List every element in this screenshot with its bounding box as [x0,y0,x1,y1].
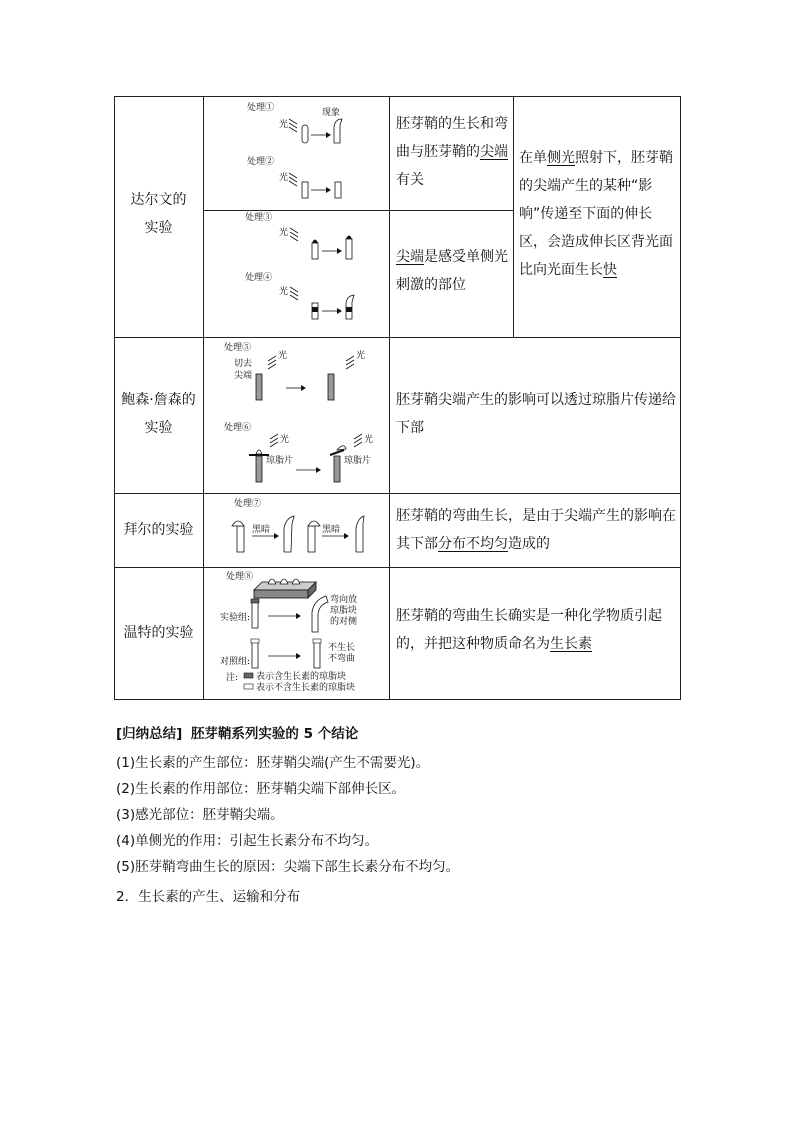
arrowhead-icon [326,132,331,138]
tip-icon [256,450,262,454]
coleoptile-icon [314,642,320,668]
summary-title: [归纳总结] [116,726,183,742]
table-rule [114,493,681,494]
arrowhead-icon [296,613,301,619]
light-arrows-icon [289,173,297,186]
arrowhead-icon [296,653,301,659]
table-rule [513,96,514,337]
figure-label: 黑暗 [252,525,271,535]
result-underlined: 分布不均匀 [438,536,508,552]
agar-tray-icon [254,579,316,598]
figure-label: 光 [279,287,289,297]
tip-icon [337,446,346,450]
coleoptile-icon [308,526,315,552]
figure-label: 对照组: [220,657,251,667]
bent-coleoptile-icon [356,516,364,552]
section-heading: 2．生长素的产生、运输和分布 [116,889,301,905]
light-arrows-icon [290,287,298,300]
conclusion-underlined: 快 [603,262,617,278]
bent-coleoptile-icon [312,596,328,632]
darwin-figure-1-2 [204,97,388,210]
figure-label: 光 [280,435,290,445]
arrowhead-icon [337,308,342,314]
coleoptile-cut-icon [256,374,262,400]
table-rule [389,96,390,700]
row-name-line: 实验 [144,420,173,436]
boysen-jensen-figure [204,338,388,493]
figure-label: 表示含生长素的琼脂块 [256,672,347,682]
table-rule [114,96,681,97]
table-rule [114,699,681,700]
coleoptile-icon [302,125,308,143]
shifted-tip-icon [308,521,320,526]
figure-label: 处理④ [245,273,273,283]
went-result [396,602,676,658]
arrowhead-icon [337,248,342,254]
coleoptile-icon [237,526,244,552]
figure-label: 处理⑤ [224,343,252,353]
result-text: 有关 [396,172,424,188]
figure-label: 的对侧 [330,617,358,627]
light-arrows-icon [270,434,278,447]
figure-label: 表示不含生长素的琼脂块 [256,683,356,693]
coleoptile-icon [252,642,258,668]
result-text: 造成的 [508,536,550,552]
agar-block-icon [251,599,259,603]
arrowhead-icon [344,533,349,539]
row-name-boysen-jensen [114,386,203,442]
summary-subtitle: 胚芽鞘系列实验的 5 个结论 [190,726,359,742]
figure-label: 弯向放 [330,595,358,605]
arrowhead-icon [326,187,331,193]
result-underlined: 生长素 [550,636,592,652]
arrowhead-icon [301,385,306,391]
figure-label: 不生长 [328,643,356,653]
figure-label: 光 [278,351,288,361]
conclusion-text: 照射下，胚芽鞘的尖端产生的某种“影响”传递至下面的伸长区，会造成伸长区背光面比向光面生长 [519,150,673,278]
figure-label: 光 [279,120,289,130]
coleoptile-cut-icon [335,182,341,198]
bent-coleoptile-icon [284,516,294,552]
arrowhead-icon [316,467,321,473]
figure-label: 处理⑦ [234,499,262,509]
figure-label: 处理⑧ [226,572,254,582]
opaque-cap-icon [346,236,352,240]
result-text: 胚芽鞘的弯曲生长，是由于尖端产生的影响在其下部 [396,508,676,552]
coleoptile-icon [346,239,352,259]
figure-label: 处理① [247,103,275,113]
result-underlined: 尖端 [480,144,508,160]
figure-label: 光 [279,228,289,238]
coleoptile-icon [252,602,258,628]
coleoptile-icon [312,243,318,259]
figure-label: 实验组: [220,613,251,623]
row-name-went: 温特的实验 [123,625,194,641]
agar-block-icon [251,639,259,643]
table-rule [114,337,681,338]
legend-swatch-without-auxin [244,684,253,689]
agar-block-icon [313,639,321,643]
legend-swatch-with-auxin [244,673,253,678]
figure-label: 琼脂块 [330,606,358,616]
arrowhead-icon [274,533,279,539]
light-arrows-icon [346,356,354,369]
result-text: 是感受单侧光刺激的部位 [396,249,508,293]
opaque-band-icon [312,307,318,312]
figure-label: 黑暗 [322,525,341,535]
figure-label: 光 [279,173,289,183]
figure-label: 处理③ [245,213,273,223]
paal-result [396,502,676,558]
coleoptile-icon [334,456,340,482]
result-text: 胚芽鞘的生长和弯曲与胚芽鞘的 [396,116,508,160]
darwin-result-1 [396,110,508,194]
row-name-line: 达尔文的 [130,192,187,208]
darwin-figure-3-4 [204,211,388,337]
summary-item: (2)生长素的作用部位：胚芽鞘尖端下部伸长区。 [116,781,406,797]
figure-label: 注: [226,673,239,683]
boysen-jensen-result: 胚芽鞘尖端产生的影响可以透过琼脂片传递给下部 [396,392,676,436]
table-rule [114,567,681,568]
figure-label: 处理② [247,157,275,167]
row-name-darwin [114,186,203,242]
conclusion-underlined: 侧光 [547,150,575,166]
went-figure [204,568,388,699]
table-rule [680,96,681,700]
summary-item: (3)感光部位：胚芽鞘尖端。 [116,807,284,823]
coleoptile-icon [256,456,262,482]
light-arrows-icon [354,434,362,447]
light-arrows-icon [290,228,298,241]
row-name-line: 鲍森·詹森的 [121,392,196,408]
row-name-paal: 拜尔的实验 [123,522,194,538]
figure-label: 现象 [322,108,341,118]
experiment-table [114,96,681,700]
figure-label: 琼脂片 [344,456,372,466]
figure-label: 光 [364,435,374,445]
figure-label: 切去 [234,359,253,369]
light-arrows-icon [268,356,276,369]
opaque-cap-icon [312,240,318,244]
row-name-line: 实验 [144,220,173,236]
darwin-result-2 [396,243,508,299]
coleoptile-cut-icon [302,182,308,198]
conclusion-text: 在单 [519,150,547,166]
figure-label: 琼脂片 [266,456,294,466]
figure-label: 尖端 [234,371,253,381]
summary-item: (5)胚芽鞘弯曲生长的原因：尖端下部生长素分布不均匀。 [116,859,460,875]
coleoptile-cut-icon [328,374,334,400]
paal-figure [204,494,388,567]
agar-sheet-icon [330,450,344,455]
opaque-band-icon [346,307,352,312]
darwin-conclusion [519,144,677,284]
figure-label: 光 [356,351,366,361]
bent-coleoptile-icon [334,119,342,143]
shifted-tip-icon [232,521,244,526]
figure-label: 不弯曲 [328,654,356,664]
summary-item: (1)生长素的产生部位：胚芽鞘尖端(产生不需要光)。 [116,755,430,771]
summary-heading [116,724,358,744]
figure-label: 处理⑥ [224,423,252,433]
light-arrows-icon [289,119,297,132]
summary-item: (4)单侧光的作用：引起生长素分布不均匀。 [116,833,379,849]
result-underlined: 尖端 [396,249,424,265]
result-text: 胚芽鞘的弯曲生长确实是一种化学物质引起的，并把这种物质命名为 [396,608,662,652]
